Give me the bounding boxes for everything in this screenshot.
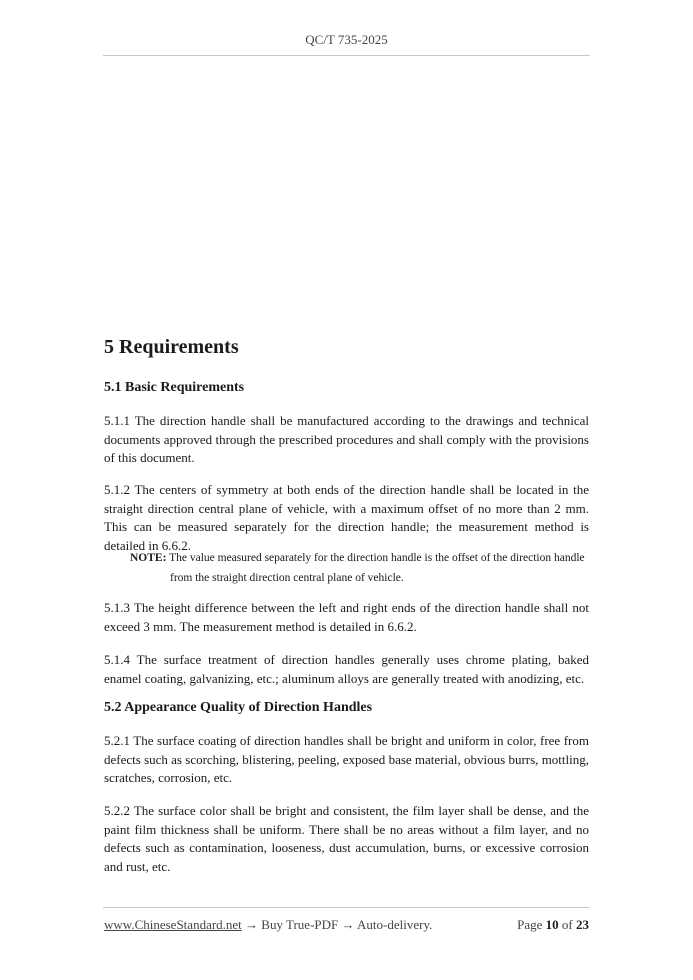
footer-step-buy: Buy True-PDF xyxy=(261,917,339,932)
note-line-1: The value measured separately for the direction handle is the offset of the direction handle xyxy=(169,552,585,564)
note-line-2: from the straight direction central plane of vehicle. xyxy=(170,572,404,584)
paragraph-5-1-4: 5.1.4 The surface treatment of direction handles generally uses chrome plating, baked enamel coating, galvanizing, etc.; aluminum alloys are generally treated with anodizing, etc. xyxy=(104,652,589,686)
of-label: of xyxy=(561,917,573,932)
document-code-header: QC/T 735-2025 xyxy=(305,32,388,47)
paragraph-5-2-1: 5.2.1 The surface coating of direction handles shall be bright and uniform in color, free from defects such as scorching, blistering, peeling, exposed base material, obvious burrs, mottling, scratches, corrosion, etc. xyxy=(104,733,589,785)
paragraph-5-1-2: 5.1.2 The centers of symmetry at both ends of the direction handle shall be located in the straight direction central plane of vehicle, with a maximum offset of no more than 2 mm. This can be measured separately for the direction handle; the measurement method is detailed in 6.6.2. xyxy=(104,482,589,553)
paragraph-5-2-2: 5.2.2 The surface color shall be bright and consistent, the film layer shall be dense, and the paint film thickness shall be uniform. There shall be no areas without a film layer, and no defects such as contamination, looseness, dust accumulation, burns, or excessive corrosion and rust, etc. xyxy=(104,803,589,874)
note-block xyxy=(130,548,589,588)
subsection-title-5-1: 5.1 Basic Requirements xyxy=(104,380,245,395)
note-label: NOTE: xyxy=(130,552,167,564)
paragraph-5-1-3: 5.1.3 The height difference between the left and right ends of the direction handle shall not exceed 3 mm. The measurement method is detailed in 6.6.2. xyxy=(104,600,589,634)
current-page: 10 xyxy=(545,917,559,932)
arrow-right-icon: → xyxy=(245,917,259,932)
total-pages: 23 xyxy=(576,917,589,932)
section-title: 5 Requirements xyxy=(104,336,239,358)
page-label: Page xyxy=(517,917,543,932)
footer-step-delivery: Auto-delivery. xyxy=(357,917,433,932)
page-footer xyxy=(104,917,589,933)
paragraph-5-1-1: 5.1.1 The direction handle shall be manufactured according to the drawings and technical documents approved through the prescribed procedures and shall comply with the provisions of this document. xyxy=(104,413,589,465)
page-number xyxy=(517,917,589,933)
website-link[interactable]: www.ChineseStandard.net xyxy=(104,917,242,932)
subsection-title-5-2: 5.2 Appearance Quality of Direction Handles xyxy=(104,700,373,715)
header-divider xyxy=(103,55,590,56)
footer-divider xyxy=(103,907,590,908)
arrow-right-icon: → xyxy=(341,917,355,932)
footer-promo xyxy=(104,917,432,933)
